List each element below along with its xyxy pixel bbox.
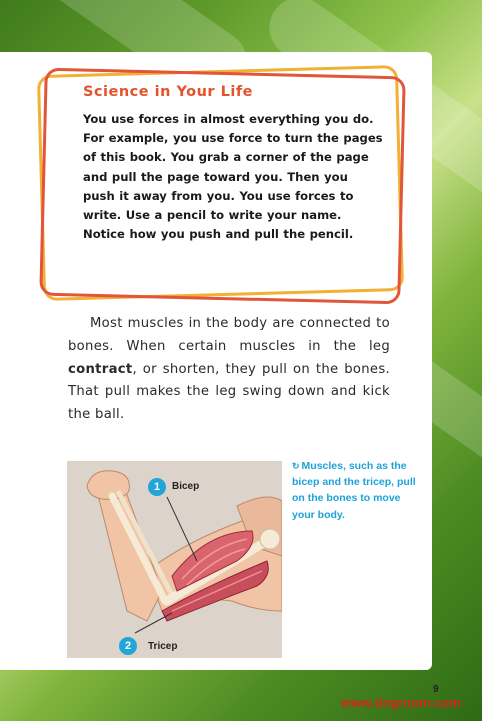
tricep-label: Tricep — [148, 641, 178, 652]
caption-text: Muscles, such as the bicep and the tricep, pull on the bones to move your body. — [292, 460, 416, 521]
body-text-after: , or shorten, they pull on the bones. That pull makes the leg swing down and kick the ball. — [68, 361, 390, 423]
site-watermark: www.tingroom.com — [341, 695, 462, 710]
figure-caption — [292, 458, 420, 523]
arm-muscle-illustration — [67, 461, 282, 658]
tricep-number-badge: 2 — [119, 637, 137, 655]
science-box-text: You use forces in almost everything you do. For example, you use force to turn the pages of this book. You grab a corner of the page and pull the page toward you. Then you push it away from you. You use forces to write. Use a pencil to write your name. Notice how you push and pull the pencil. — [83, 112, 383, 242]
bicep-number-badge: 1 — [148, 478, 166, 496]
body-text-before: Most muscles in the body are connected to bones. When certain muscles in the leg — [68, 316, 390, 354]
page-number: 9 — [433, 684, 439, 695]
bicep-label: Bicep — [172, 481, 200, 492]
science-box-title: Science in Your Life — [83, 84, 253, 100]
caption-arrow-icon: ↻ — [292, 461, 300, 471]
vocab-term: contract — [68, 361, 133, 377]
body-paragraph — [68, 313, 390, 427]
